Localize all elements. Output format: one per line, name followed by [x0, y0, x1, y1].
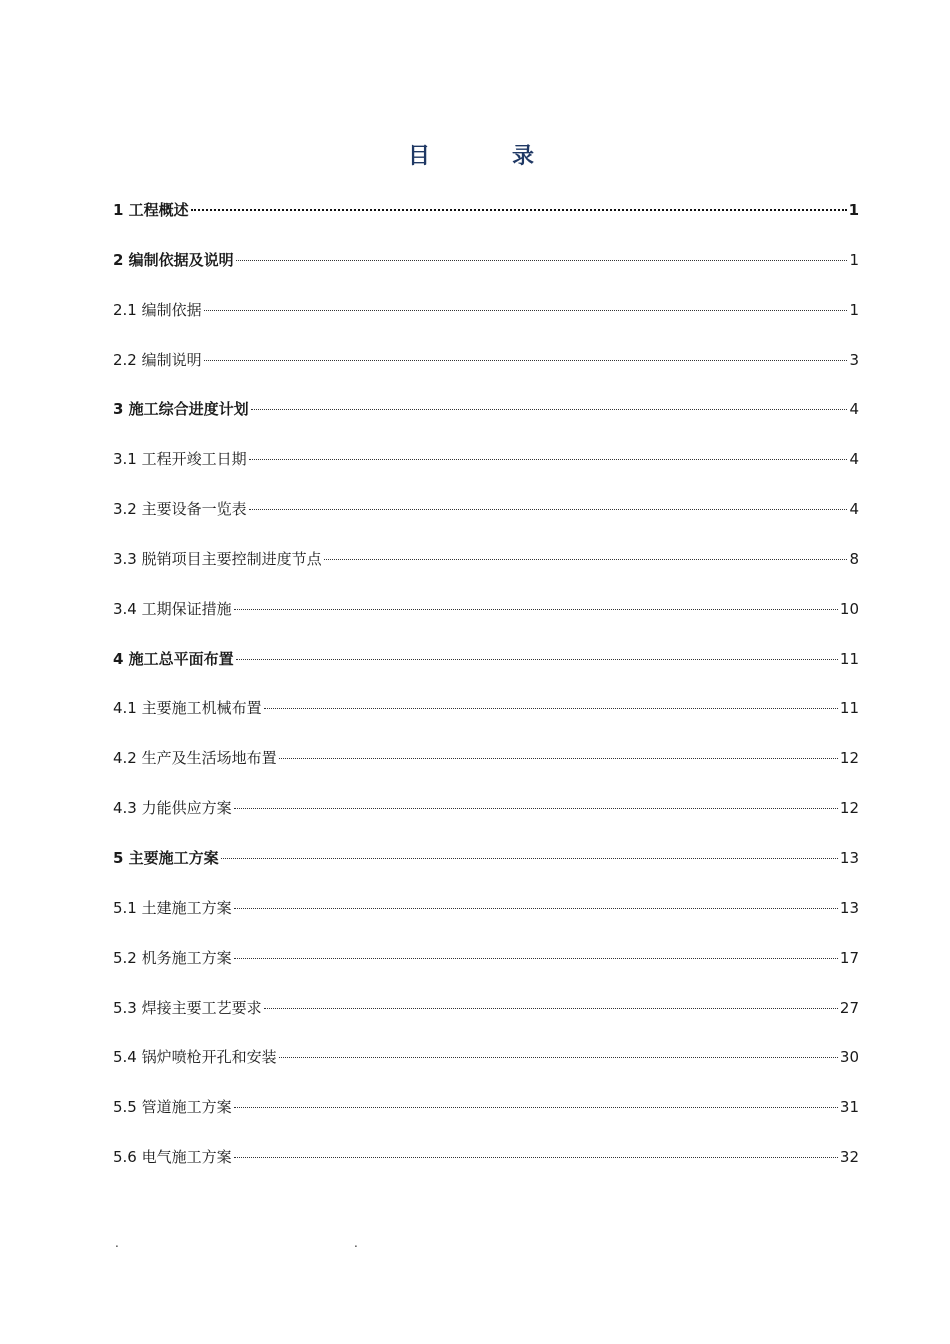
toc-entry[interactable]	[113, 893, 859, 943]
toc-entry-label: 5 主要施工方案	[113, 848, 219, 867]
toc-entry-page-number: 13	[839, 898, 859, 917]
toc-entry[interactable]	[113, 644, 859, 694]
toc-entry-label: 2.1 编制依据	[113, 300, 202, 319]
toc-entry-label: 1 工程概述	[113, 201, 189, 219]
toc-entry[interactable]	[113, 394, 859, 444]
toc-entry-label: 4 施工总平面布置	[113, 649, 234, 668]
toc-entry-page-number: 4	[849, 500, 859, 519]
toc-entry[interactable]	[113, 245, 859, 295]
toc-dot-leader	[264, 1008, 838, 1009]
toc-entry[interactable]	[113, 1142, 859, 1192]
toc-entry-page-number: 3	[849, 350, 859, 369]
toc-entry[interactable]	[113, 693, 859, 743]
toc-entry[interactable]	[113, 793, 859, 843]
toc-entry-page-number: 17	[839, 948, 859, 967]
toc-entry-page-number: 8	[849, 549, 859, 568]
toc-dot-leader	[204, 360, 848, 361]
toc-entry-page-number: 27	[839, 998, 859, 1017]
toc-entry-label: 3.2 主要设备一览表	[113, 500, 247, 519]
toc-dot-leader	[234, 808, 838, 809]
toc-entry-page-number: 4	[849, 400, 859, 419]
footer-right-mark: .	[354, 1236, 358, 1250]
toc-entry-page-number: 1	[849, 250, 859, 269]
toc-entry[interactable]	[113, 743, 859, 793]
toc-dot-leader	[249, 509, 848, 510]
toc-entry-page-number: 32	[839, 1148, 859, 1167]
toc-entry[interactable]	[113, 993, 859, 1043]
toc-dot-leader	[324, 559, 848, 560]
toc-dot-leader	[279, 758, 838, 759]
toc-dot-leader	[236, 659, 838, 660]
toc-entry[interactable]	[113, 843, 859, 893]
toc-dot-leader	[264, 708, 838, 709]
toc-entry-label: 4.3 力能供应方案	[113, 799, 232, 818]
toc-entry-label: 4.1 主要施工机械布置	[113, 699, 262, 718]
toc-entry-page-number: 31	[839, 1098, 859, 1117]
toc-entry[interactable]	[113, 943, 859, 993]
toc-entry[interactable]	[113, 494, 859, 544]
toc-entry[interactable]	[113, 1042, 859, 1092]
toc-entry-page-number: 1	[848, 201, 859, 219]
toc-entry-page-number: 12	[839, 799, 859, 818]
toc-dot-leader	[279, 1057, 838, 1058]
toc-dot-leader	[234, 1157, 838, 1158]
toc-entry-label: 2.2 编制说明	[113, 350, 202, 369]
toc-entry-page-number: 4	[849, 450, 859, 469]
toc-entry[interactable]	[113, 594, 859, 644]
toc-entry-label: 2 编制依据及说明	[113, 250, 234, 269]
toc-dot-leader	[234, 1107, 838, 1108]
toc-dot-leader	[234, 609, 838, 610]
toc-dot-leader	[234, 908, 838, 909]
toc-dot-leader	[251, 409, 848, 410]
toc-entry-label: 5.5 管道施工方案	[113, 1098, 232, 1117]
toc-entry-label: 4.2 生产及生活场地布置	[113, 749, 277, 768]
toc-dot-leader	[221, 858, 838, 859]
toc-entry[interactable]	[113, 295, 859, 345]
toc-entry-page-number: 30	[839, 1048, 859, 1067]
toc-entry-page-number: 13	[839, 848, 859, 867]
toc-entry-page-number: 11	[839, 699, 859, 718]
toc-entry[interactable]	[113, 444, 859, 494]
toc-entry-label: 3.3 脱销项目主要控制进度节点	[113, 549, 322, 568]
toc-entry-label: 3.1 工程开竣工日期	[113, 450, 247, 469]
footer-left-mark: .	[115, 1236, 119, 1250]
page-title: 目 录	[407, 144, 564, 169]
toc-dot-leader	[191, 209, 847, 211]
toc-entry-label: 3 施工综合进度计划	[113, 400, 249, 419]
toc-dot-leader	[249, 459, 848, 460]
toc-entry-label: 5.2 机务施工方案	[113, 948, 232, 967]
toc-entry[interactable]	[113, 544, 859, 594]
toc-entry-page-number: 11	[839, 649, 859, 668]
toc-entry[interactable]	[113, 195, 859, 245]
toc-entry-page-number: 10	[839, 599, 859, 618]
toc-entry-label: 5.6 电气施工方案	[113, 1148, 232, 1167]
toc-entry-page-number: 12	[839, 749, 859, 768]
toc-entry-label: 5.1 土建施工方案	[113, 898, 232, 917]
toc-dot-leader	[236, 260, 848, 261]
toc-entry[interactable]	[113, 1092, 859, 1142]
toc-entry-page-number: 1	[849, 300, 859, 319]
toc-entry[interactable]	[113, 345, 859, 395]
toc-dot-leader	[234, 958, 838, 959]
toc-entry-label: 5.3 焊接主要工艺要求	[113, 998, 262, 1017]
toc-entry-label: 3.4 工期保证措施	[113, 599, 232, 618]
table-of-contents	[113, 195, 859, 1192]
toc-dot-leader	[204, 310, 848, 311]
toc-entry-label: 5.4 锅炉喷枪开孔和安装	[113, 1048, 277, 1067]
